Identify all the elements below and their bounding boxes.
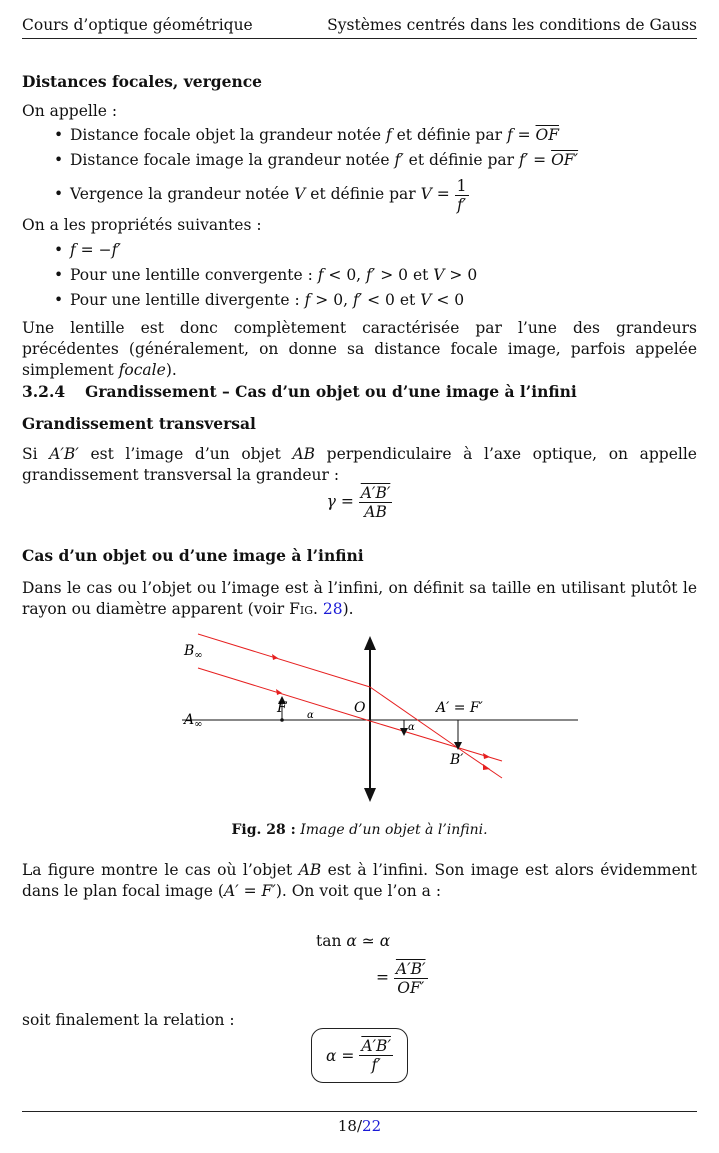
running-header <box>22 16 697 34</box>
properties-list <box>22 238 697 313</box>
page <box>22 0 697 1153</box>
property-symmetry: • f = −f′ <box>22 238 697 263</box>
boxed-formula: α = $\frac{A'B'}{f'}$ <box>311 1028 408 1083</box>
ray-top-incident <box>198 634 370 687</box>
footer-rule <box>22 1111 697 1112</box>
page-number: 18/22 <box>337 1117 382 1135</box>
property-convergent: • Pour une lentille convergente : f < 0, f′ > 0 et V > 0 <box>22 263 697 288</box>
header-rule <box>22 38 697 39</box>
ray-top-extension <box>458 748 502 778</box>
definitions-list <box>22 123 697 215</box>
figure-28-caption: Fig. 28 : Image d’un objet à l’infini. <box>231 822 488 838</box>
label-b-infinity: $B_\infty$ <box>184 643 203 661</box>
ray-top-outgoing-arrow <box>483 764 490 770</box>
lens-characterization-paragraph: Une lentille est donc complètement caractérisée par l’une des grandeurs précédentes (généralement, on donne sa distance focale image, parfois appelée simplement focale). <box>22 319 697 379</box>
lens-bottom-arrow <box>364 788 376 802</box>
ray-center-outgoing-arrow <box>483 753 490 759</box>
alpha-ratio-equation: = $\frac{A'B'}{OF'}$ <box>376 960 426 997</box>
gamma-formula: γ = $\frac{A'B'}{AB}$ <box>326 484 391 521</box>
label-a-prime-f-prime: A′ = F′ <box>436 700 483 716</box>
intro-on-appelle: On appelle : <box>22 102 118 120</box>
label-b-prime: B′ <box>450 752 464 768</box>
figure-28-link[interactable]: 28 <box>322 600 343 618</box>
label-f: F <box>277 700 287 716</box>
definition-focal-object: • Distance focale objet la grandeur notée f et définie par $f = \overline{OF}$ <box>22 123 697 148</box>
ray-top-direction-arrow <box>272 654 278 660</box>
properties-intro: On a les propriétés suivantes : <box>22 216 262 234</box>
section-3-2-4-heading: 3.2.4 Grandissement – Cas d’un objet ou d’une image à l’infini <box>22 382 577 401</box>
focal-point-f <box>280 718 284 722</box>
apparent-size-paragraph: Dans le cas ou l’objet ou l’image est à l’infini, on définit sa taille en utilisant plutôt le rayon ou diamètre apparent (voir Fig. 28). <box>22 579 697 618</box>
label-alpha-right: α <box>408 722 415 733</box>
heading-transverse-magnification: Grandissement transversal <box>22 414 256 433</box>
ray-top-refracted <box>370 687 458 748</box>
label-a-infinity: $A_\infty$ <box>184 712 203 730</box>
header-course-title: Cours d’optique géométrique <box>22 16 253 34</box>
lens-top-arrow <box>364 636 376 650</box>
definition-focal-image: • Distance focale image la grandeur notée f′ et définie par f′ = OF′ <box>22 148 697 173</box>
magnification-paragraph: Si A′B′ est l’image d’un objet AB perpendiculaire à l’axe optique, on appelle grandissement transversal la grandeur : <box>22 445 697 484</box>
final-relation-intro: soit finalement la relation : <box>22 1011 235 1029</box>
heading-infinite-object: Cas d’un objet ou d’une image à l’infini <box>22 546 364 565</box>
current-page: 18 <box>337 1117 357 1135</box>
total-pages-link[interactable]: 22 <box>362 1117 382 1135</box>
label-o: O <box>354 700 366 716</box>
infinite-object-paragraph: La figure montre le cas où l’objet AB est à l’infini. Son image est alors évidemment dans le plan focal image (A′ = F′). On voit que l’on a : <box>22 861 697 900</box>
heading-focal-distances: Distances focales, vergence <box>22 72 263 91</box>
final-relation-box <box>22 1028 697 1083</box>
tan-approximation-equation: tan α ≃ α <box>316 932 391 950</box>
figure-28-diagram <box>160 630 580 808</box>
header-chapter-title: Systèmes centrés dans les conditions de Gauss <box>327 16 697 34</box>
definition-vergence: • Vergence la grandeur notée V et définie par V = $\frac{1}{f'}$ <box>22 173 697 215</box>
ray-center-refracted <box>370 721 502 761</box>
property-divergent: • Pour une lentille divergente : f > 0, f′ < 0 et V < 0 <box>22 288 697 313</box>
label-alpha-left: α <box>307 710 314 721</box>
